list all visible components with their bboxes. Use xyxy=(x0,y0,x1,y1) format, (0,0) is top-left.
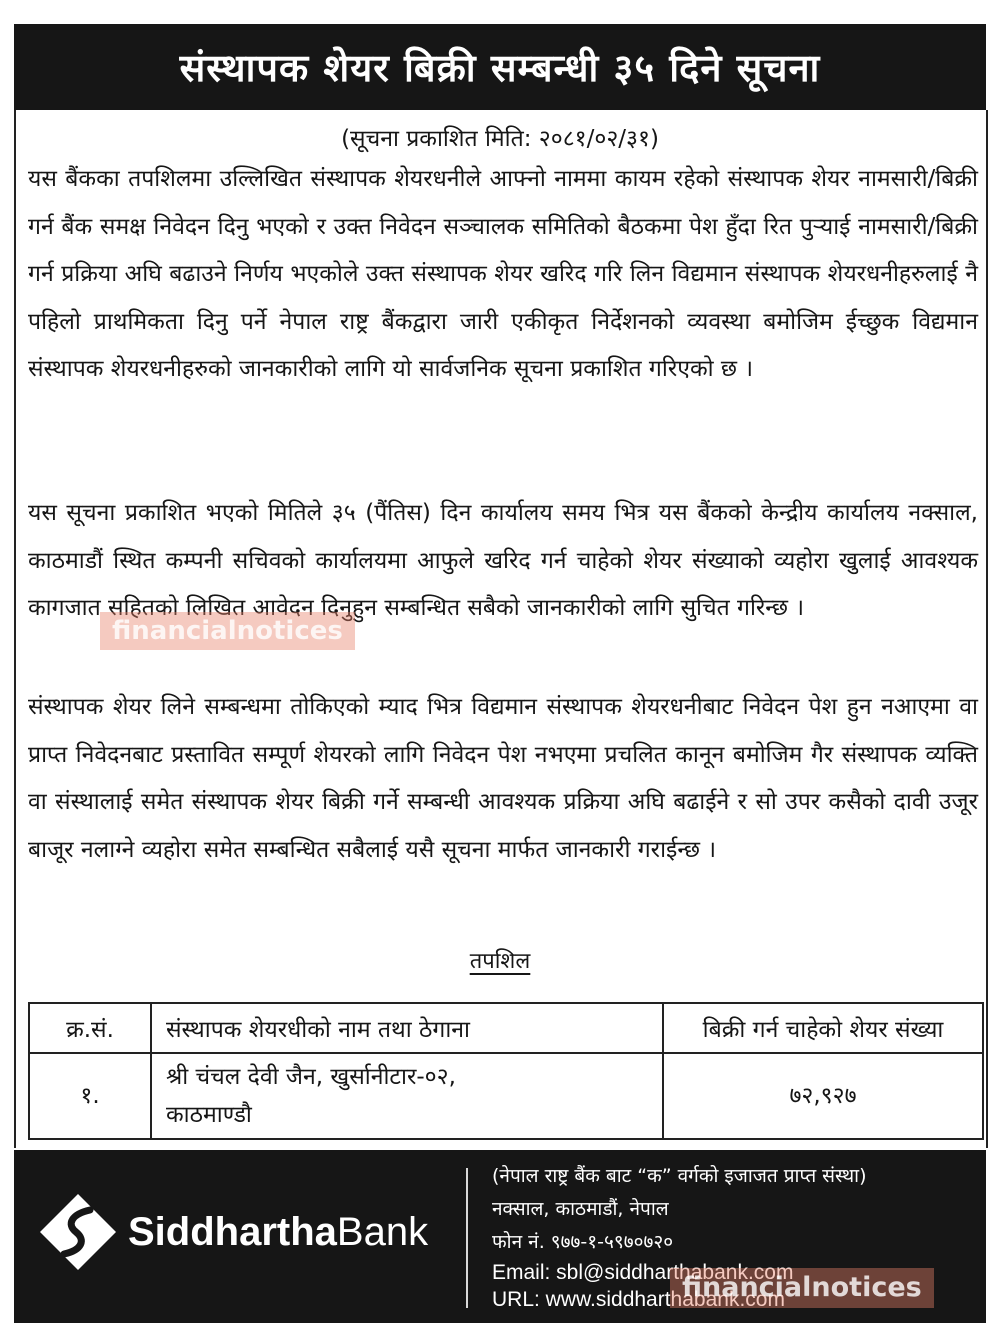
bank-phone: फोन नं. ९७७-१-५९७०७२० xyxy=(492,1231,674,1253)
footer-divider xyxy=(466,1168,468,1308)
row-name-address xyxy=(151,1053,663,1139)
shareholder-address: काठमाण्डौ xyxy=(166,1102,252,1128)
bank-wordmark xyxy=(128,1210,428,1255)
share-table xyxy=(28,1002,984,1140)
table-row xyxy=(29,1053,983,1139)
schedule-heading-block xyxy=(0,946,1000,978)
paragraph-1: यस बैंकका तपशिलमा उल्लिखित संस्थापक शेयरधनीले आफ्नो नाममा कायम रहेको संस्थापक शेयर नामसारी/बिक्री गर्न बैंक समक्ष निवेदन दिनु भएको र उक्त निवेदन सञ्चालक समितिको बैठकमा पेश हुँदा रित पुऱ्याई नामसारी/बिक्री गर्न प्रक्रिया अघि बढाउने निर्णय भएकोले उक्त संस्थापक शेयर खरिद गरि लिन विद्यमान संस्थापक शेयरधनीहरुलाई नै पहिलो प्राथमिकता दिनु पर्ने नेपाल राष्ट्र बैंकद्वारा जारी एकीकृत निर्देशनको व्यवस्था बमोजिम ईच्छुक विद्यमान संस्थापक शेयरधनीहरुको जानकारीको लागि यो सार्वजनिक सूचना प्रकाशित गरिएको छ । xyxy=(28,166,978,382)
table-header-row xyxy=(29,1003,983,1053)
license-note: (नेपाल राष्ट्र बैंक बाट “क” वर्गको इजाजत प्राप्त संस्था) xyxy=(492,1165,867,1187)
paragraph-3: संस्थापक शेयर लिने सम्बन्धमा तोकिएको म्याद भित्र विद्यमान संस्थापक शेयरधनीबाट निवेदन पेश हुन नआएमा वा प्राप्त निवेदनबाट प्रस्तावित सम्पूर्ण शेयरको लागि निवेदन पेश नभएमा प्रचलित कानून बमोजिम गैर संस्थापक व्यक्ति वा संस्थालाई समेत संस्थापक शेयर बिक्री गर्ने सम्बन्धी आवश्यक प्रक्रिया अघि बढाईने र सो उपर कसैको दावी उजूर बाजूर नलाग्ने व्यहोरा समेत सम्बन्धित सबैलाई यसै सूचना मार्फत जानकारी गराईन्छ । xyxy=(28,694,978,863)
watermark-1: financialnotices xyxy=(100,612,355,650)
row-serial: १. xyxy=(29,1053,151,1139)
shareholder-name: श्री चंचल देवी जैन, खुर्सानीटार-०२, xyxy=(166,1064,456,1090)
header-name-address: संस्थापक शेयरधीको नाम तथा ठेगाना xyxy=(151,1003,663,1053)
schedule-heading: तपशिल xyxy=(469,949,531,974)
bank-name-regular: Bank xyxy=(336,1209,429,1254)
watermark-2: financialnotices xyxy=(670,1268,934,1308)
publish-date: (सूचना प्रकाशित मिति: २०८१/०२/३१) xyxy=(341,126,659,152)
bank-email: Email: sbl@siddharthabank.com xyxy=(492,1261,794,1284)
bank-address: नक्साल, काठमाडौं, नेपाल xyxy=(492,1198,669,1220)
header-serial: क्र.सं. xyxy=(29,1003,151,1053)
bank-url: URL: www.siddharthabank.com xyxy=(492,1288,785,1311)
bank-logo xyxy=(38,1192,428,1272)
notice-title-banner xyxy=(14,24,986,110)
bank-name-bold: Siddhartha xyxy=(128,1209,337,1254)
paragraph-2: यस सूचना प्रकाशित भएको मितिले ३५ (पैंतिस) दिन कार्यालय समय भित्र यस बैंकको केन्द्रीय कार्यालय नक्साल, काठमाडौं स्थित कम्पनी सचिवको कार्यालयमा आफुले खरिद गर्न चाहेको शेयर संख्याको व्यहोरा खुलाई आवश्यक कागजात सहितको लिखित आवेदन दिनुहुन सम्बन्धित सबैको जानकारीको लागि सुचित गरिन्छ । xyxy=(28,500,978,621)
header-share-count: बिक्री गर्न चाहेको शेयर संख्या xyxy=(663,1003,983,1053)
siddhartha-diamond-logo-icon xyxy=(38,1192,118,1272)
notice-title: संस्थापक शेयर बिक्री सम्बन्धी ३५ दिने सूचना xyxy=(179,46,821,90)
row-share-count: ७२,९२७ xyxy=(663,1053,983,1139)
